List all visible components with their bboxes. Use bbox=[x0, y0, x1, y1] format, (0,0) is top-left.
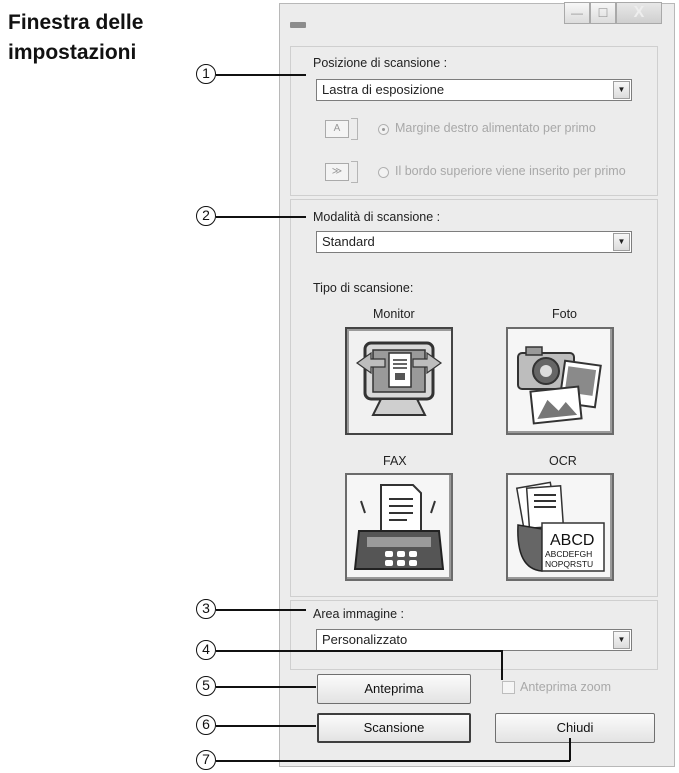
callout-2: 2 bbox=[196, 206, 216, 226]
right-edge-first-label: Margine destro alimentato per primo bbox=[395, 121, 596, 135]
camera-photo-icon bbox=[512, 333, 608, 429]
app-icon bbox=[290, 22, 306, 28]
image-area-select[interactable] bbox=[316, 629, 632, 651]
callout-7: 7 bbox=[196, 750, 216, 770]
scanner-settings-window bbox=[279, 3, 675, 767]
close-window-button[interactable]: X bbox=[616, 2, 662, 24]
scan-location-group bbox=[290, 46, 658, 196]
scan-type-fax-label: FAX bbox=[383, 454, 407, 468]
image-area-group bbox=[290, 600, 658, 670]
window-controls bbox=[564, 2, 662, 24]
scan-mode-select[interactable] bbox=[316, 231, 632, 253]
callout-7-leader bbox=[216, 760, 570, 762]
heading-line-2: impostazioni bbox=[8, 41, 137, 64]
scan-type-monitor-button[interactable] bbox=[345, 327, 453, 435]
callout-3-leader bbox=[216, 609, 306, 611]
top-edge-first-label: Il bordo superiore viene inserito per primo bbox=[395, 164, 626, 178]
scan-location-value: Lastra di esposizione bbox=[322, 82, 445, 97]
right-edge-first-radio[interactable] bbox=[378, 124, 389, 135]
callout-7-leader-vertical bbox=[569, 738, 571, 761]
right-edge-feed-icon: A bbox=[325, 120, 349, 138]
ocr-document-icon bbox=[512, 479, 608, 575]
scan-type-monitor-label: Monitor bbox=[373, 307, 415, 321]
scan-mode-group bbox=[290, 199, 658, 597]
scan-type-ocr-button[interactable] bbox=[506, 473, 614, 581]
callout-1: 1 bbox=[196, 64, 216, 84]
callout-4: 4 bbox=[196, 640, 216, 660]
scan-type-photo-button[interactable] bbox=[506, 327, 614, 435]
scan-mode-label: Modalità di scansione : bbox=[313, 210, 441, 224]
scan-location-select[interactable] bbox=[316, 79, 632, 101]
feed-bracket-icon bbox=[351, 118, 358, 140]
scan-button[interactable]: Scansione bbox=[317, 713, 471, 743]
preview-zoom-checkbox[interactable] bbox=[502, 681, 515, 694]
scan-mode-value: Standard bbox=[322, 234, 375, 249]
scan-type-fax-button[interactable] bbox=[345, 473, 453, 581]
maximize-button[interactable]: ☐ bbox=[590, 2, 616, 24]
callout-5: 5 bbox=[196, 676, 216, 696]
preview-button[interactable]: Anteprima bbox=[317, 674, 471, 704]
page-heading bbox=[8, 8, 143, 68]
scan-location-label: Posizione di scansione : bbox=[313, 56, 448, 70]
title-bar bbox=[280, 4, 674, 38]
ocr-row2-text: NOPQRSTU bbox=[545, 559, 594, 569]
preview-zoom-label: Anteprima zoom bbox=[520, 680, 612, 694]
ocr-big-text: ABCD bbox=[550, 532, 595, 549]
scan-type-photo-label: Foto bbox=[552, 307, 578, 321]
scan-type-ocr-label: OCR bbox=[549, 454, 577, 468]
callout-4-leader-vertical bbox=[501, 650, 503, 680]
heading-line-1: Finestra delle bbox=[8, 11, 144, 34]
image-area-value: Personalizzato bbox=[322, 632, 408, 647]
callout-6: 6 bbox=[196, 715, 216, 735]
callout-3: 3 bbox=[196, 599, 216, 619]
chevron-down-icon[interactable]: ▼ bbox=[613, 631, 630, 649]
fax-icon bbox=[351, 479, 447, 575]
close-button[interactable]: Chiudi bbox=[495, 713, 655, 743]
top-edge-feed-icon: ≫ bbox=[325, 163, 349, 181]
callout-5-leader bbox=[216, 686, 316, 688]
minimize-button[interactable]: — bbox=[564, 2, 590, 24]
callout-2-leader bbox=[216, 216, 306, 218]
chevron-down-icon[interactable]: ▼ bbox=[613, 233, 630, 251]
feed-bracket-icon bbox=[351, 161, 358, 183]
monitor-icon bbox=[351, 333, 447, 429]
ocr-row1-text: ABCDEFGH bbox=[545, 549, 593, 559]
callout-6-leader bbox=[216, 725, 316, 727]
scan-type-label: Tipo di scansione: bbox=[313, 281, 414, 295]
callout-4-leader bbox=[216, 650, 502, 652]
image-area-label: Area immagine : bbox=[313, 607, 405, 621]
top-edge-first-radio[interactable] bbox=[378, 167, 389, 178]
chevron-down-icon[interactable]: ▼ bbox=[613, 81, 630, 99]
callout-1-leader bbox=[216, 74, 306, 76]
